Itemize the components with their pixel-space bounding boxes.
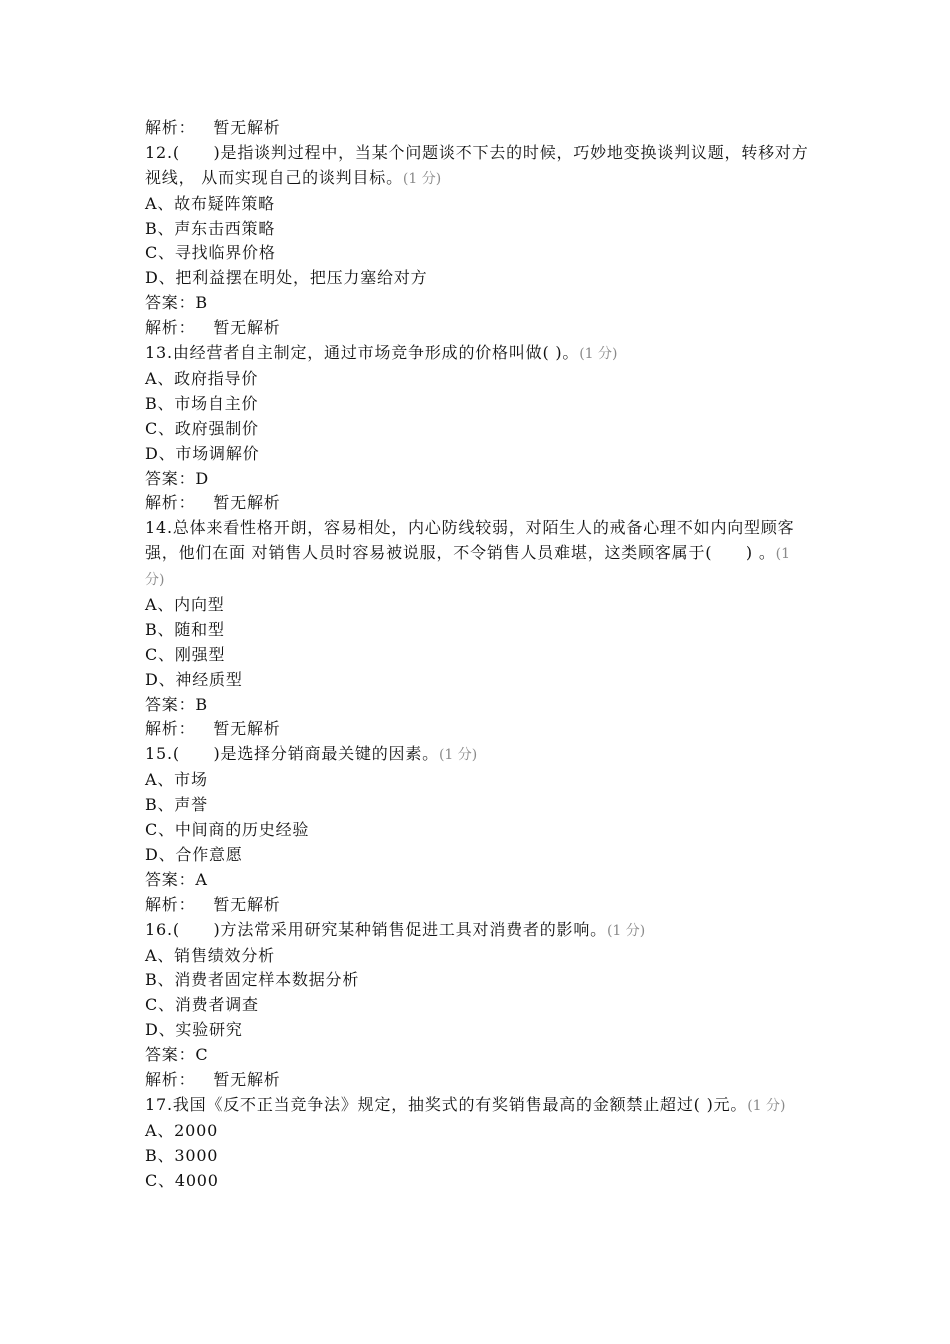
analysis-text: 暂无解析 (213, 894, 281, 914)
analysis-label: 解析： (145, 493, 196, 513)
option-c: C、寻找临界价格 (145, 243, 276, 263)
answer-label: 答案： (145, 869, 196, 889)
question-stem: 14.总体来看性格开朗，容易相处，内心防线较弱，对陌生人的戒备心理不如内向型顾客强，他们在面 对销售人员时容易被说服，不令销售人员难堪，这类顾客属于( ) 。(1 分) (145, 518, 795, 589)
option-b: B、声东击西策略 (145, 218, 276, 238)
question-stem: 16.( )方法常采用研究某种销售促进工具对消费者的影响。(1 分) (145, 919, 646, 939)
answer-label: 答案： (145, 293, 196, 313)
question-score: (1 分) (606, 922, 646, 939)
analysis-text: 暂无解析 (213, 118, 281, 137)
question-score: (1 分) (579, 346, 618, 363)
analysis-label: 解析： (145, 719, 196, 739)
analysis-label: 解析： (145, 318, 196, 338)
option-c: C、中间商的历史经验 (145, 820, 310, 840)
option-c: C、4000 (145, 1170, 219, 1190)
analysis-line (145, 717, 810, 742)
question-stem: 17.我国《反不正当竞争法》规定，抽奖式的有奖销售最高的金额禁止超过( )元。(1 分) (145, 1094, 786, 1114)
answer-value: B (195, 694, 208, 714)
option-d: D、实验研究 (145, 1020, 243, 1040)
answer-line (145, 291, 810, 316)
option-a: A、政府指导价 (145, 368, 259, 388)
answer-value: B (195, 293, 208, 313)
question-stem: 13.由经营者自主制定，通过市场竞争形成的价格叫做( )。(1 分) (145, 343, 618, 363)
option-d: D、神经质型 (145, 669, 243, 689)
answer-value: C (195, 1045, 209, 1065)
option-c: C、政府强制价 (145, 418, 259, 438)
option-b: B、声誉 (145, 795, 208, 815)
option-a: A、2000 (145, 1120, 219, 1140)
analysis-line (145, 491, 810, 516)
analysis-text: 暂无解析 (213, 719, 281, 739)
option-a: A、内向型 (145, 595, 225, 615)
analysis-text: 暂无解析 (213, 318, 281, 338)
answer-line (145, 693, 810, 718)
prev-analysis-line (145, 116, 810, 141)
option-a: A、故布疑阵策略 (145, 193, 275, 213)
answer-label: 答案： (145, 468, 196, 488)
answer-label: 答案： (145, 1045, 196, 1065)
answer-line (145, 1043, 810, 1068)
analysis-text: 暂无解析 (213, 1069, 281, 1089)
answer-value: D (195, 468, 210, 488)
question-stem: 12.( )是指谈判过程中，当某个问题谈不下去的时候，巧妙地变换谈判议题，转移对方视线， 从而实现自己的谈判目标。(1 分) (145, 142, 809, 187)
answer-line (145, 467, 810, 492)
answer-line (145, 868, 810, 893)
analysis-label: 解析： (145, 118, 196, 137)
option-c: C、消费者调查 (145, 995, 259, 1015)
analysis-line (145, 893, 810, 918)
analysis-line (145, 1068, 810, 1093)
option-d: D、把利益摆在明处，把压力塞给对方 (145, 268, 428, 288)
option-d: D、市场调解价 (145, 443, 260, 463)
answer-value: A (195, 869, 208, 889)
option-b: B、消费者固定样本数据分析 (145, 970, 360, 990)
question-score: (1 分) (747, 1097, 786, 1114)
answer-label: 答案： (145, 694, 196, 714)
analysis-label: 解析： (145, 1069, 196, 1089)
question-score: (1 分) (402, 170, 442, 187)
option-d: D、合作意愿 (145, 844, 243, 864)
option-b: B、随和型 (145, 619, 225, 639)
option-c: C、刚强型 (145, 644, 226, 664)
option-b: B、3000 (145, 1145, 219, 1165)
analysis-label: 解析： (145, 894, 196, 914)
option-b: B、市场自主价 (145, 393, 259, 413)
option-a: A、销售绩效分析 (145, 945, 275, 965)
question-score: (1 分) (438, 747, 478, 764)
analysis-text: 暂无解析 (213, 493, 281, 513)
document-page (145, 116, 810, 1193)
analysis-line (145, 316, 810, 341)
question-score: (1 分) (145, 546, 791, 589)
option-a: A、市场 (145, 770, 208, 790)
question-stem: 15.( )是选择分销商最关键的因素。(1 分) (145, 744, 478, 764)
